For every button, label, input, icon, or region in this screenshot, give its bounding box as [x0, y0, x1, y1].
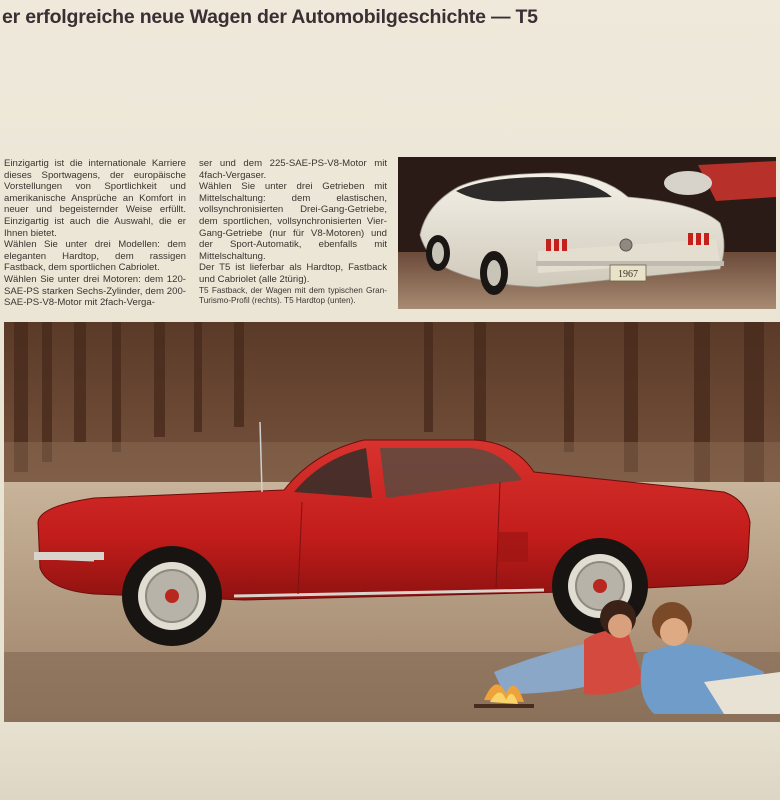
hardtop-photo — [4, 322, 780, 722]
photo-caption: T5 Fastback, der Wagen mit dem typischen Gran-Turismo-Profil (rechts). T5 Hardtop (unten). — [199, 285, 387, 305]
fastback-photo — [398, 157, 776, 309]
paragraph: Einzigartig ist die internationale Karriere dieses Sportwagens, der europäische Vorstellungen von Sportlichkeit und amerikanische Ansprüche an Komfort in neuer und begeisternder Weise erfüllt. Einzigartig ist auch die Auswahl, die er Ihnen bietet. — [4, 158, 186, 239]
text-column-left — [4, 158, 186, 309]
fastback-illustration — [398, 157, 776, 309]
paragraph: Wählen Sie unter drei Modellen: dem eleganten Hardtop, dem rassigen Fastback, dem sportlichen Cabriolet. — [4, 239, 186, 274]
paragraph: Wählen Sie unter drei Motoren: dem 120-SAE-PS starken Sechs-Zylinder, dem 200-SAE-PS-V8-Motor mit 2fach-Verga- — [4, 273, 186, 309]
paragraph: Wählen Sie unter drei Getrieben mit Mittelschaltung: dem elastischen, vollsynchronisierten Drei-Gang-Getriebe, dem sportlichen, vollsynchronisierten Vier-Gang-Getriebe (nur für V8-Motoren) und der Sport-Automatik, ebenfalls mit Mittelschaltung. — [199, 181, 387, 262]
page-headline: er erfolgreiche neue Wagen der Automobilgeschichte — T5 — [2, 6, 538, 28]
license-plate-text: 1967 — [618, 269, 638, 280]
paragraph: Der T5 ist lieferbar als Hardtop, Fastback und Cabriolet (alle 2türig). — [199, 262, 387, 285]
paragraph: ser und dem 225-SAE-PS-V8-Motor mit 4fach-Vergaser. — [199, 158, 387, 181]
page-bottom-margin — [0, 722, 780, 800]
text-column-right — [199, 158, 387, 306]
hardtop-illustration — [4, 322, 780, 722]
